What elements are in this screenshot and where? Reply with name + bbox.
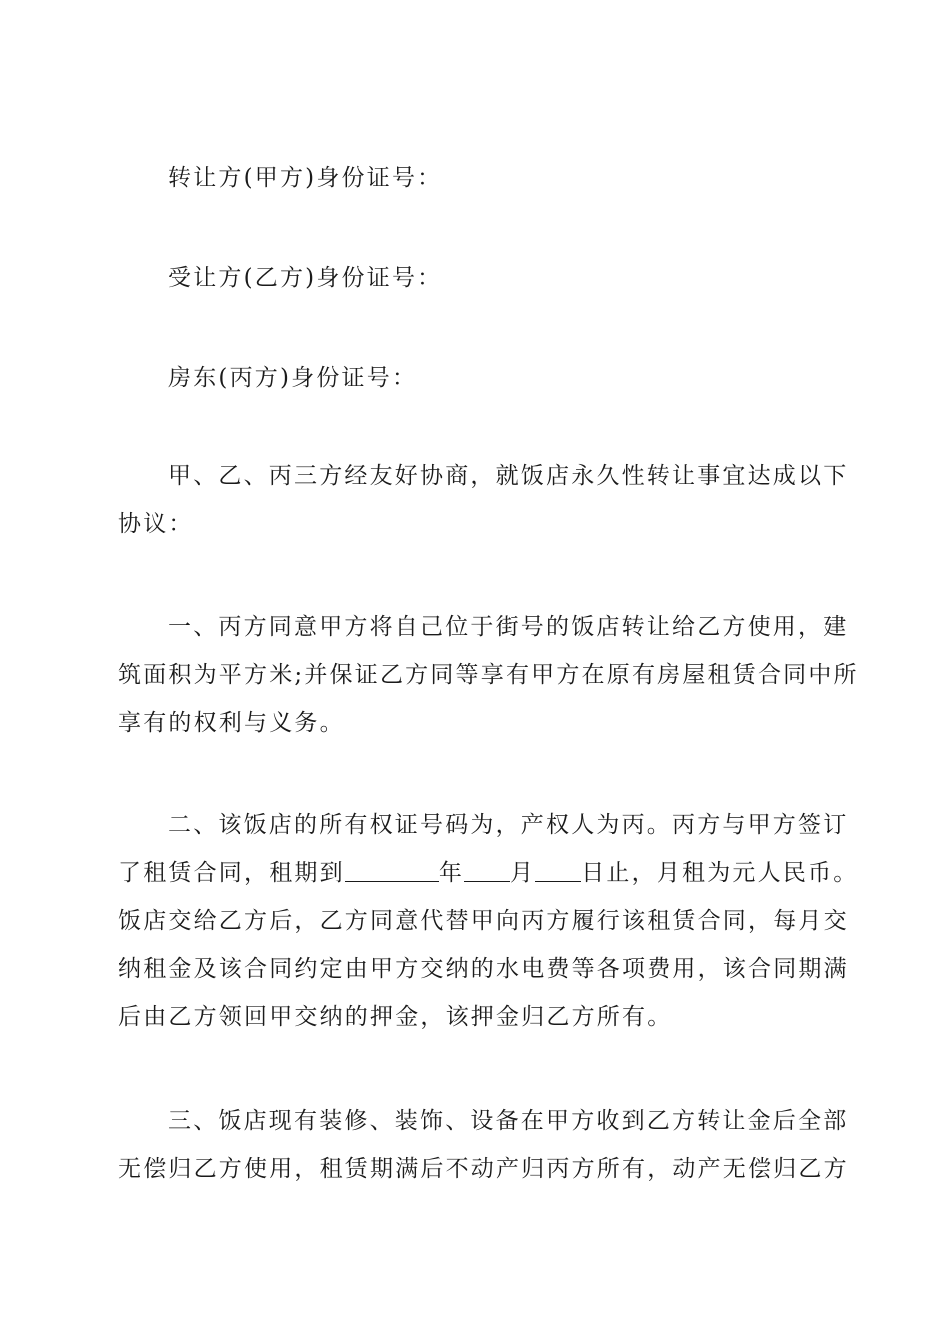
party-c-id-label: 房东(丙方)身份证号： xyxy=(168,365,418,391)
clause-one-line: 一、丙方同意甲方将自己位于街号的饭店转让给乙方使用，建 xyxy=(168,614,849,640)
day-rent-text: 日止，月租为元人民币。 xyxy=(581,860,859,886)
day-blank xyxy=(535,859,581,882)
lease-term-text: 了租赁合同，租期到 xyxy=(118,860,345,886)
clause-three-paragraph xyxy=(118,1097,849,1193)
clause-two-line: 饭店交给乙方后，乙方同意代替甲向丙方履行该租赁合同，每月交 xyxy=(118,908,849,934)
month-label: 月 xyxy=(510,860,536,886)
year-blank xyxy=(345,859,439,882)
clause-two-line-with-blanks xyxy=(118,849,859,897)
clause-one-line: 享有的权利与义务。 xyxy=(118,710,345,736)
party-a-id-label: 转让方(甲方)身份证号： xyxy=(168,165,443,191)
month-blank xyxy=(464,859,510,882)
intro-line: 协议： xyxy=(118,511,194,537)
intro-line: 甲、乙、丙三方经友好协商，就饭店永久性转让事宜达成以下 xyxy=(168,463,849,489)
party-c-id-line xyxy=(118,354,838,402)
clause-one-paragraph xyxy=(118,603,859,747)
clause-two-line: 后由乙方领回甲交纳的押金，该押金归乙方所有。 xyxy=(118,1004,673,1030)
party-a-id-line xyxy=(118,154,838,202)
clause-three-line: 无偿归乙方使用，租赁期满后不动产归丙方所有，动产无偿归乙方 xyxy=(118,1156,849,1182)
clause-one-line: 筑面积为平方米;并保证乙方同等享有甲方在原有房屋租赁合同中所 xyxy=(118,662,859,688)
intro-paragraph xyxy=(118,452,849,548)
clause-three-line: 三、饭店现有装修、装饰、设备在甲方收到乙方转让金后全部 xyxy=(168,1108,849,1134)
clause-two-line: 二、该饭店的所有权证号码为，产权人为丙。丙方与甲方签订 xyxy=(168,812,849,838)
clause-two-paragraph xyxy=(118,801,859,1041)
year-label: 年 xyxy=(438,860,465,886)
party-b-id-line xyxy=(118,254,838,302)
party-b-id-label: 受让方(乙方)身份证号： xyxy=(168,265,443,291)
clause-two-line: 纳租金及该合同约定由甲方交纳的水电费等各项费用，该合同期满 xyxy=(118,956,849,982)
